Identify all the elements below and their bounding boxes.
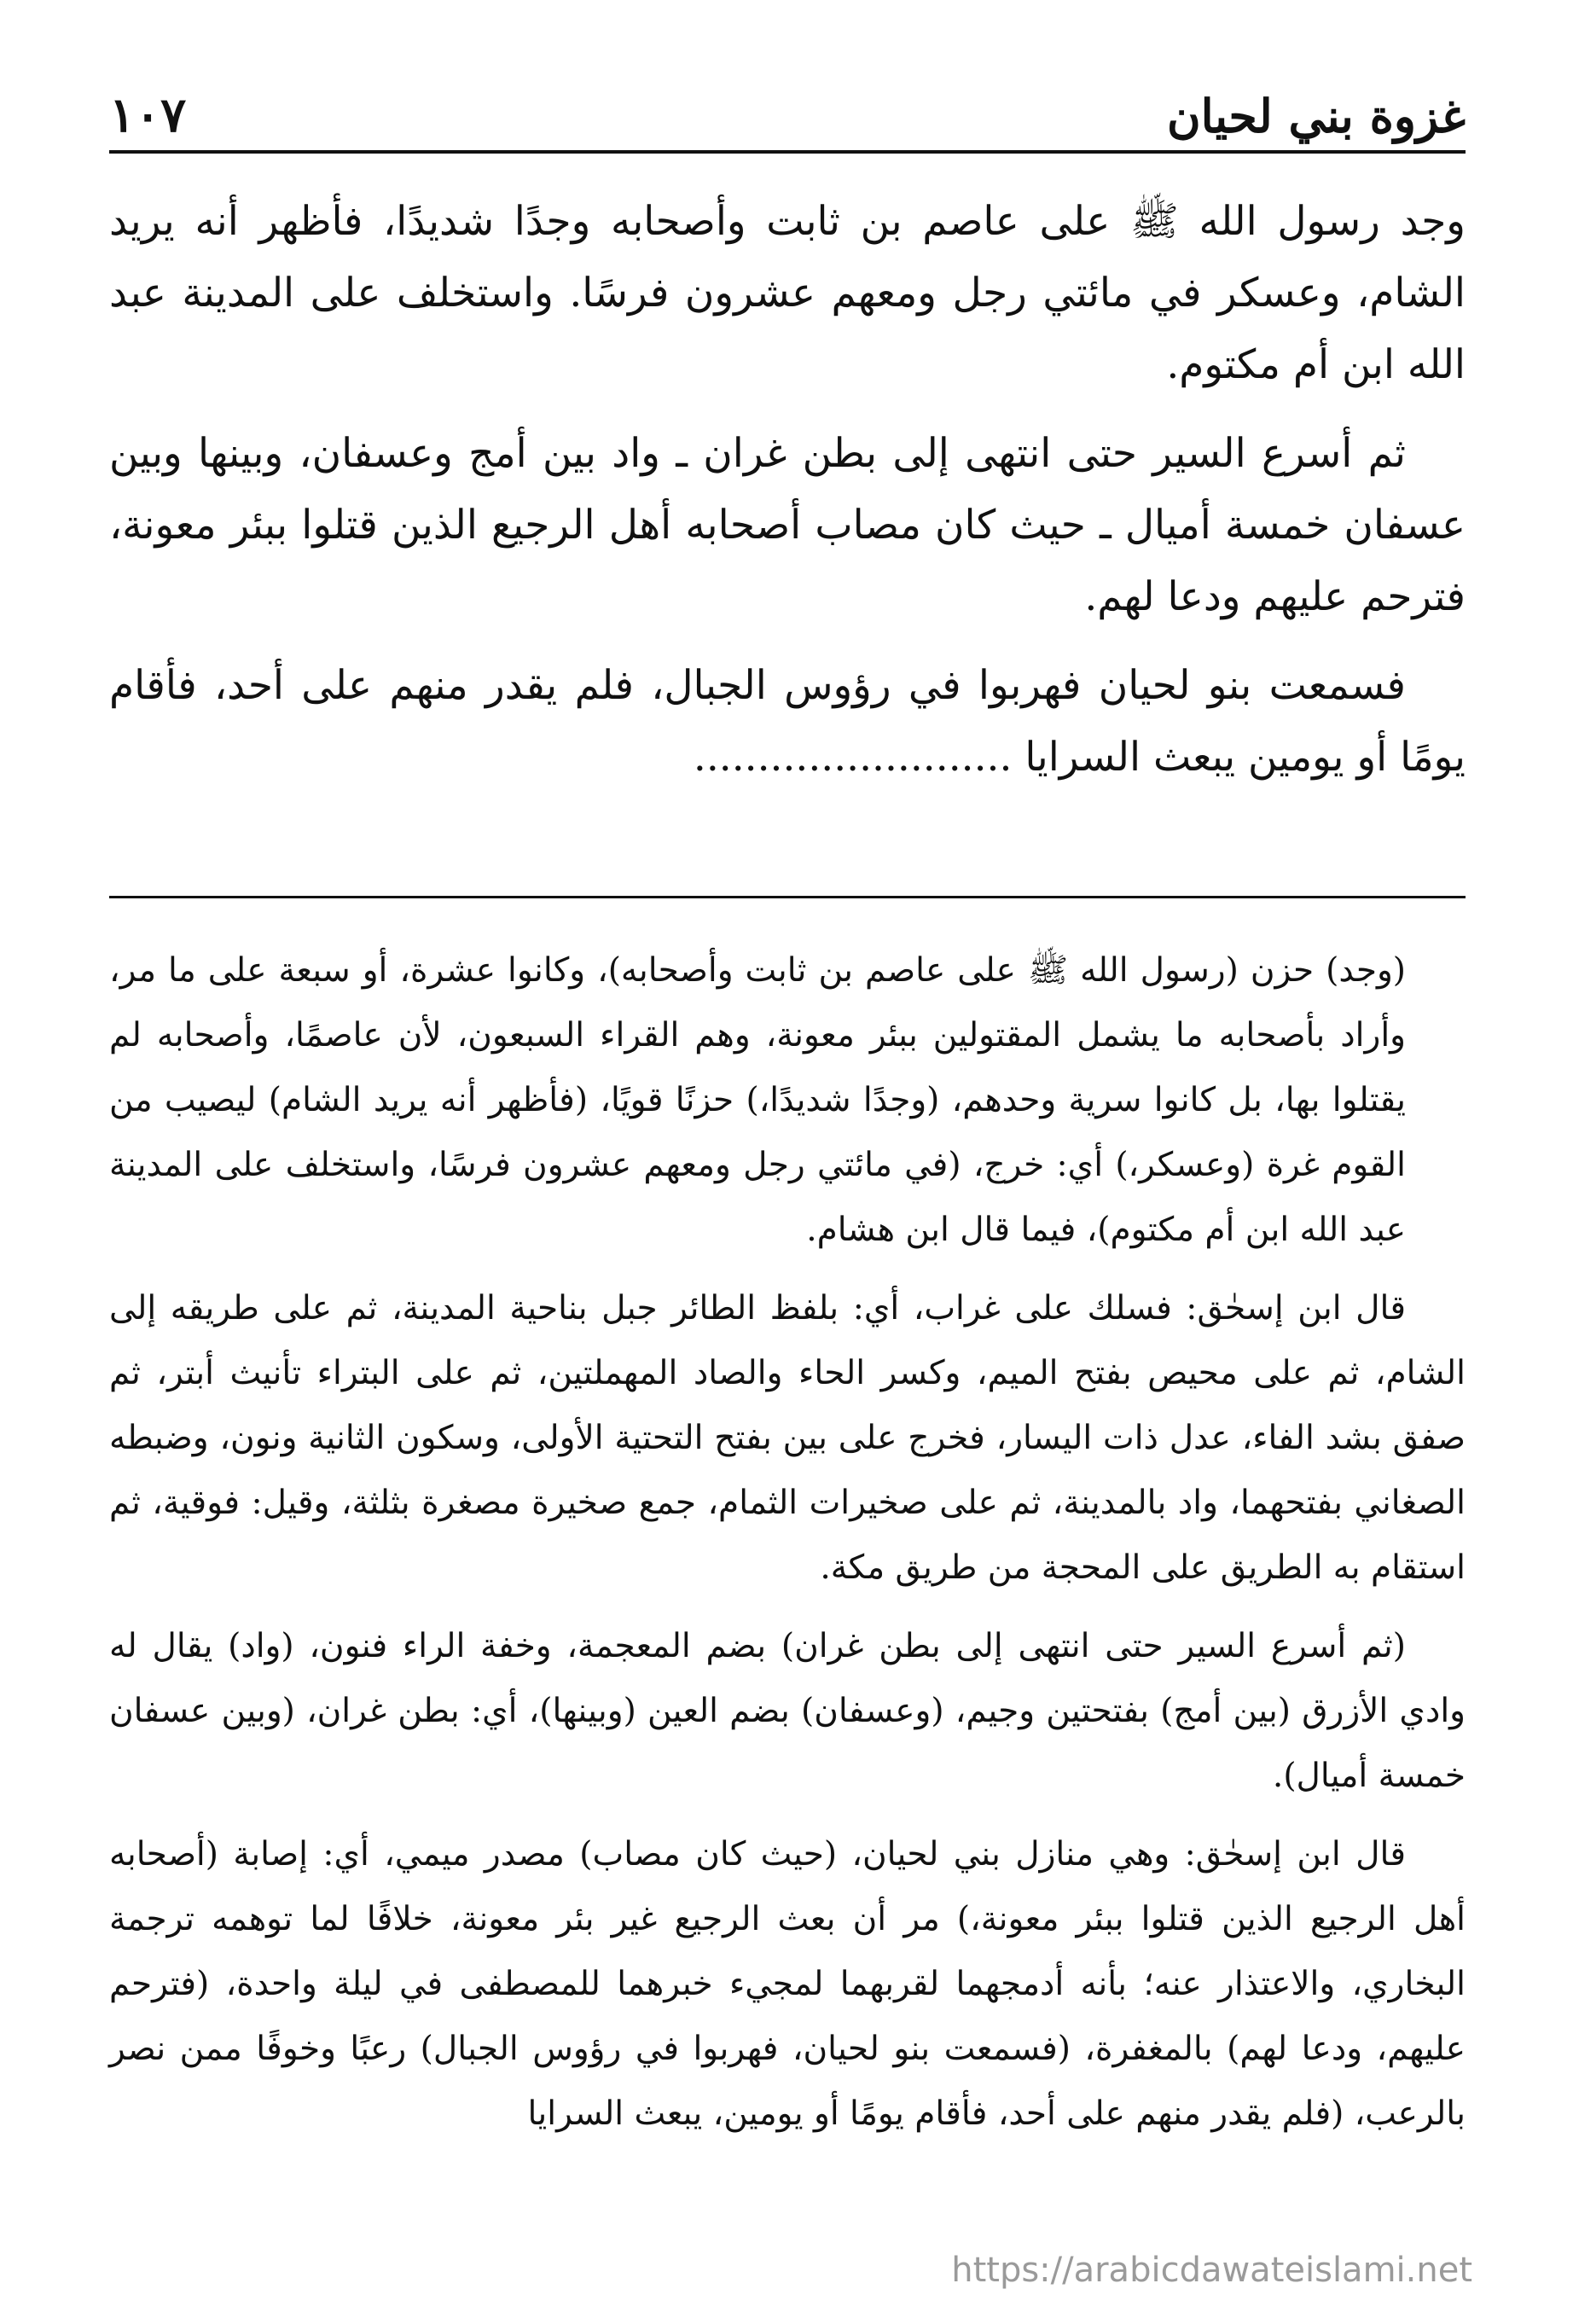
commentary-paragraph: (ثم أسرع السير حتى انتهى إلى بطن غران) بضم المعجمة، وخفة الراء فنون، (واد) يقال له وادي الأزرق (بين أمج) بفتحتين وجيم، (وعسفان) بضم العين (وبينها)، أي: بطن غران، (وبين عسفان خمسة أميال). (109, 1627, 1466, 1795)
commentary-paragraph: قال ابن إسحٰق: وهي منازل بني لحيان، (حيث كان مصاب) مصدر ميمي، أي: إصابة (أصحابه أهل الرجيع الذين قتلوا ببئر معونة،) مر أن بعث الرجيع غير بئر معونة، خلافًا لما توهمه ترجمة البخاري، والاعتذار عنه؛ بأنه أدمجهما لقربهما لمجيء خبرهما للمصطفى في ليلة واحدة، (فترحم عليهم، ودعا لهم) بالمغفرة، (فسمعت بنو لحيان، فهربوا في رؤوس الجبال) رعبًا وخوفًا ممن نصر بالرعب، (فلم يقدر منهم على أحد، فأقام يومًا أو يومين، يبعث السرايا (109, 1835, 1466, 2133)
commentary-notes (109, 938, 1466, 2160)
main-paragraph: وجد رسول الله ﷺ على عاصم بن ثابت وأصحابه وجدًا شديدًا، فأظهر أنه يريد الشام، وعسكر في مائتي رجل ومعهم عشرون فرسًا. واستخلف على المدينة عبد الله ابن أم مكتوم. (109, 198, 1466, 388)
watermark-url: https://arabicdawateislami.net (951, 2251, 1472, 2290)
page-number: ١٠٧ (109, 87, 187, 143)
main-text (109, 186, 1466, 810)
commentary-paragraph: (وجد) حزن (رسول الله ﷺ على عاصم بن ثابت وأصحابه)، وكانوا عشرة، أو سبعة على ما مر، وأراد بأصحابه ما يشمل المقتولين ببئر معونة، وهم القراء السبعون، لأن عاصمًا، وأصحابه لم يقتلوا بها، بل كانوا سرية وحدهم، (وجدًا شديدًا،) حزنًا قويًا، (فأظهر أنه يريد الشام) ليصيب من القوم غرة (وعسكر،) أي: خرج، (في مائتي رجل ومعهم عشرون فرسًا، واستخلف على المدينة عبد الله ابن أم مكتوم)، فيما قال ابن هشام. (109, 951, 1406, 1249)
main-paragraph: ثم أسرع السير حتى انتهى إلى بطن غران ـ واد بين أمج وعسفان، وبينها وبين عسفان خمسة أميال ـ حيث كان مصاب أصحابه أهل الرجيع الذين قتلوا ببئر معونة، فترحم عليهم ودعا لهم. (109, 430, 1466, 620)
main-paragraph-text: فسمعت بنو لحيان فهربوا في رؤوس الجبال، فلم يقدر منهم على أحد، فأقام يومًا أو يومين يبعث السرايا (109, 662, 1466, 781)
commentary-paragraph: قال ابن إسحٰق: فسلك على غراب، أي: بلفظ الطائر جبل بناحية المدينة، ثم على طريقه إلى الشام، ثم على محيص بفتح الميم، وكسر الحاء والصاد المهملتين، ثم على البتراء تأنيث أبتر، ثم صفق بشد الفاء، عدل ذات اليسار، فخرج على بين بفتح التحتية الأولى، وسكون الثانية ونون، وضبطه الصغاني بفتحهما، واد بالمدينة، ثم على صخيرات الثمام، جمع صخيرة مصغرة بثلثة، وقيل: فوقية، ثم استقام به الطريق على المحجة من طريق مكة. (109, 1289, 1466, 1587)
chapter-title: غزوة بني لحيان (1166, 89, 1466, 143)
continuation-dots: ......................... (693, 734, 1013, 781)
footnote-separator (109, 896, 1466, 898)
main-paragraph (109, 650, 1466, 793)
page-header (109, 75, 1466, 143)
header-rule (109, 150, 1466, 154)
